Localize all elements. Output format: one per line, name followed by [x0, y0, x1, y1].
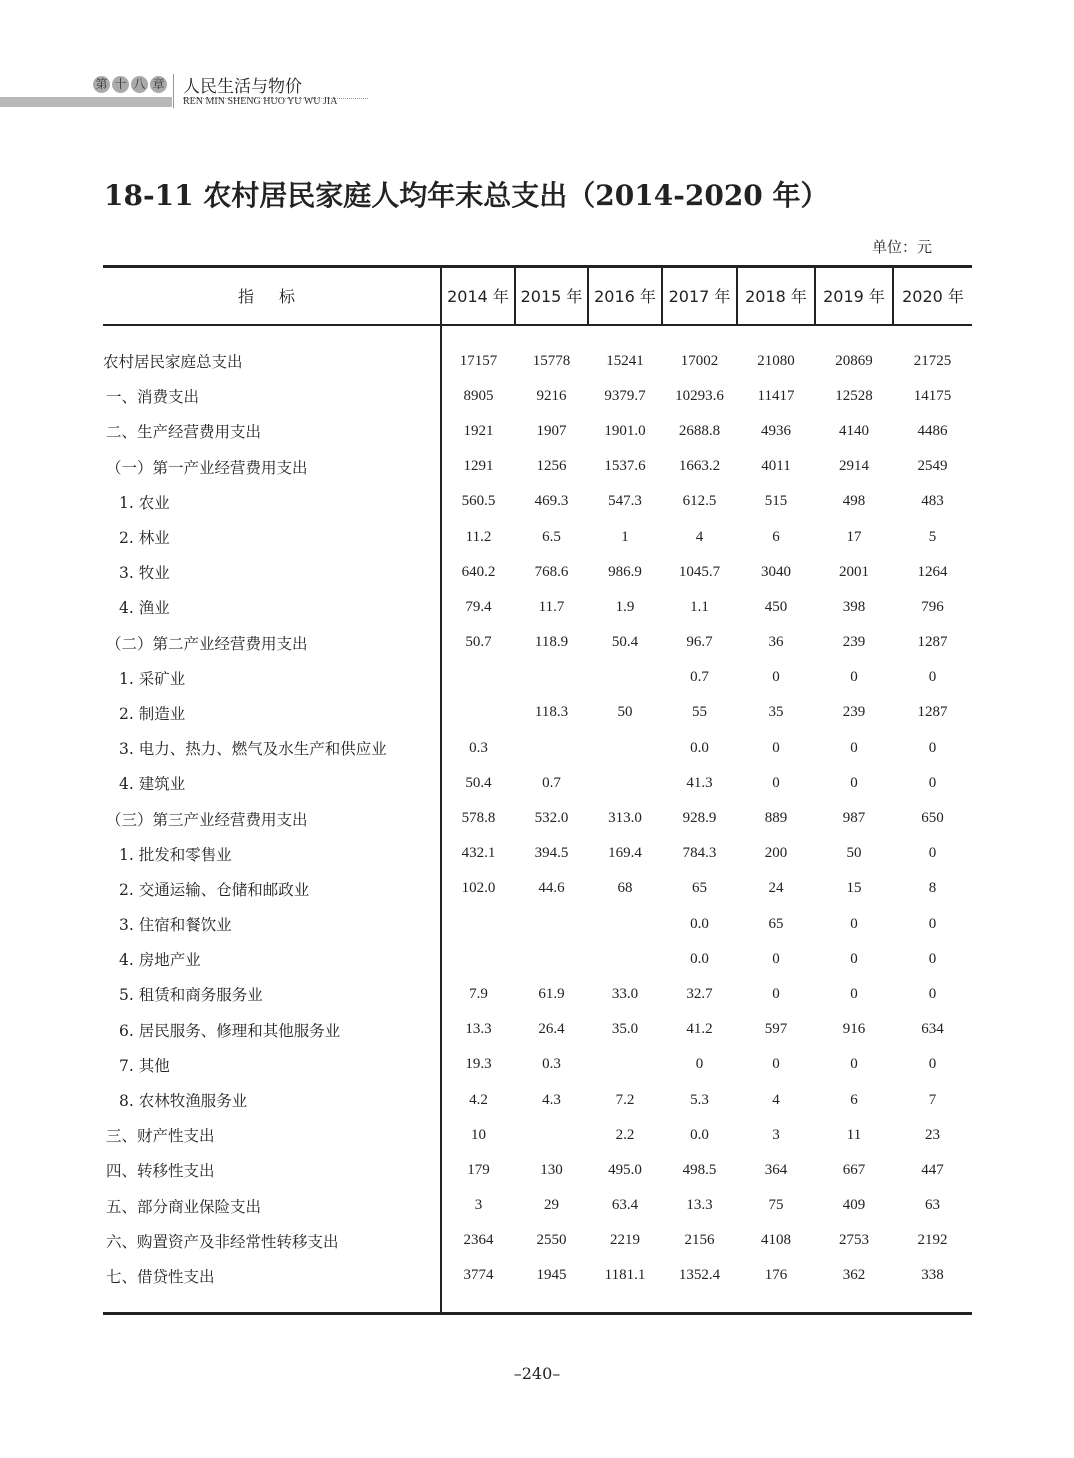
cell-value: 4 [772, 1091, 780, 1108]
cell-value: 118.3 [534, 704, 569, 721]
table-row [103, 1153, 972, 1188]
cell-value: 11.2 [441, 519, 515, 554]
cell-value: 1537.6 [604, 458, 646, 475]
table-row [103, 836, 972, 871]
cell-value: 15 [846, 880, 862, 897]
cell-value: 498.5 [682, 1161, 717, 1178]
row-label: 1. 批发和零售业 [119, 845, 232, 864]
cell-value: 0 [928, 1056, 937, 1073]
cell-value: 0.7 [542, 774, 561, 791]
row-label: 2. 林业 [119, 529, 170, 548]
table-row [103, 907, 972, 942]
cell-value [588, 1047, 662, 1082]
row-label: 二、生产经营费用支出 [106, 423, 262, 442]
cell-value: 65 [692, 880, 707, 897]
cell-value: 32.7 [686, 985, 713, 1002]
cell-value: 3 [441, 1188, 515, 1223]
cell-value: 612.5 [682, 493, 717, 510]
row-label: 4. 渔业 [119, 599, 170, 618]
cell-value: 50 [617, 704, 633, 721]
cell-value: 17 [846, 528, 862, 545]
row-label: 3. 电力、热力、燃气及水生产和供应业 [119, 740, 387, 759]
spacer-row [103, 325, 972, 344]
cell-value: 17157 [441, 344, 515, 379]
row-label: 四、转移性支出 [106, 1162, 215, 1181]
cell-value: 650 [921, 810, 944, 827]
cell-value: 409 [842, 1197, 866, 1214]
cell-value: 313.0 [608, 810, 642, 827]
cell-value: 11.7 [538, 598, 565, 615]
cell-value: 1045.7 [678, 563, 721, 580]
cell-value: 5 [928, 528, 937, 545]
row-label: 七、借贷性支出 [106, 1267, 215, 1286]
cell-value: 667 [842, 1161, 866, 1178]
cell-value: 0.3 [542, 1056, 561, 1073]
column-header-year: 2015 年 [515, 267, 588, 325]
cell-value: 0 [850, 774, 858, 791]
cell-value: 2550 [536, 1232, 567, 1249]
cell-value: 12528 [835, 387, 873, 404]
cell-value: 2001 [839, 563, 869, 580]
cell-value: 0 [928, 915, 937, 932]
cell-value: 0.0 [690, 915, 709, 932]
row-label: 4. 建筑业 [119, 775, 186, 794]
cell-value: 0 [850, 985, 858, 1002]
row-label: 6. 居民服务、修理和其他服务业 [119, 1021, 341, 1040]
chapter-char: 章 [150, 76, 167, 93]
cell-value: 1663.2 [678, 458, 721, 475]
cell-value: 2364 [441, 1223, 515, 1258]
cell-value: 634 [921, 1021, 944, 1038]
row-label: 1. 农业 [119, 493, 170, 512]
cell-value: 21080 [757, 352, 795, 369]
cell-value: 1287 [917, 634, 948, 651]
cell-value: 3040 [761, 563, 791, 580]
cell-value: 3774 [441, 1258, 515, 1293]
cell-value: 55 [692, 704, 707, 721]
cell-value: 79.4 [441, 590, 515, 625]
cell-value: 8905 [441, 379, 515, 414]
table-row [103, 484, 972, 519]
cell-value [515, 660, 588, 695]
cell-value: 1352.4 [678, 1267, 721, 1284]
column-header-year: 2018 年 [737, 267, 815, 325]
cell-value: 784.3 [682, 845, 717, 862]
data-table [103, 265, 972, 1315]
cell-value [588, 907, 662, 942]
cell-value: 10 [441, 1118, 515, 1153]
cell-value: 239 [842, 634, 866, 651]
cell-value: 7 [928, 1091, 937, 1108]
cell-value: 4486 [917, 422, 948, 439]
cell-value: 398 [842, 598, 866, 615]
cell-value: 50.4 [611, 634, 639, 651]
cell-value: 176 [764, 1267, 788, 1284]
cell-value: 0 [850, 1056, 858, 1073]
cell-value: 0 [928, 739, 937, 756]
cell-value: 29 [544, 1197, 559, 1214]
cell-value: 130 [540, 1161, 563, 1178]
header-divider [173, 74, 174, 108]
cell-value: 0.0 [690, 739, 709, 756]
page-number: –240– [513, 1364, 561, 1383]
row-label: 7. 其他 [119, 1056, 170, 1075]
cell-value: 532.0 [534, 810, 569, 827]
cell-value: 364 [764, 1161, 788, 1178]
column-header-indicator: 指 标 [237, 287, 306, 307]
table-row [103, 660, 972, 695]
row-label: 2. 制造业 [119, 704, 186, 723]
table-title: 18-11 农村居民家庭人均年末总支出（2014-2020 年） [104, 179, 829, 212]
table-row [103, 1223, 972, 1258]
cell-value: 1181.1 [604, 1267, 646, 1284]
cell-value: 495.0 [608, 1161, 642, 1178]
cell-value [588, 731, 662, 766]
cell-value [441, 942, 515, 977]
cell-value: 362 [842, 1267, 866, 1284]
row-label: 六、购置资产及非经常性转移支出 [106, 1232, 339, 1251]
row-label: （二）第二产业经营费用支出 [106, 634, 308, 653]
cell-value: 578.8 [441, 801, 515, 836]
table-row [103, 519, 972, 554]
cell-value: 41.2 [686, 1021, 713, 1038]
column-header-year: 2014 年 [441, 267, 515, 325]
cell-value: 0 [850, 669, 858, 686]
cell-value: 597 [764, 1021, 788, 1038]
cell-value: 5.3 [690, 1091, 709, 1108]
cell-value: 15241 [606, 352, 644, 369]
unit-label: 单位：元 [872, 238, 933, 256]
cell-value: 50 [846, 845, 862, 862]
cell-value: 1.9 [615, 598, 635, 615]
table-row [103, 871, 972, 906]
cell-value: 35 [768, 704, 784, 721]
cell-value: 15778 [532, 352, 571, 369]
cell-value: 33.0 [611, 985, 639, 1002]
table-row [103, 942, 972, 977]
cell-value [515, 1118, 588, 1153]
cell-value: 4 [695, 528, 704, 545]
cell-value: 4936 [761, 422, 791, 439]
cell-value: 987 [842, 810, 866, 827]
cell-value: 1945 [536, 1267, 567, 1284]
cell-value: 338 [921, 1267, 944, 1284]
row-label: 农村居民家庭总支出 [103, 353, 243, 372]
cell-value: 63.4 [611, 1197, 639, 1214]
table-header-row [103, 267, 972, 325]
chapter-char: 八 [131, 76, 148, 93]
cell-value: 1291 [441, 449, 515, 484]
cell-value: 1907 [536, 422, 567, 439]
cell-value: 2.2 [615, 1126, 635, 1143]
column-header-year: 2020 年 [893, 267, 972, 325]
cell-value: 11 [846, 1126, 862, 1143]
table-row [103, 590, 972, 625]
cell-value: 0 [928, 669, 937, 686]
cell-value: 2688.8 [678, 422, 721, 439]
cell-value: 65 [768, 915, 784, 932]
cell-value [441, 907, 515, 942]
cell-value: 796 [921, 598, 944, 615]
cell-value: 4011 [761, 458, 791, 475]
table-row [103, 977, 972, 1012]
cell-value: 0 [850, 739, 858, 756]
cell-value: 2549 [917, 458, 948, 475]
cell-value: 0 [772, 774, 780, 791]
table-row [103, 344, 972, 379]
row-label: 5. 租赁和商务服务业 [119, 986, 263, 1005]
table-row [103, 1047, 972, 1082]
cell-value: 4140 [839, 422, 869, 439]
cell-value: 4108 [761, 1232, 791, 1249]
chapter-pinyin: REN MIN SHENG HUO YU WU JIA [183, 96, 338, 107]
cell-value: 928.9 [682, 810, 717, 827]
cell-value: 2219 [610, 1232, 640, 1249]
cell-value: 9216 [536, 387, 567, 404]
cell-value: 68 [617, 880, 633, 897]
cell-value: 0 [850, 950, 858, 967]
cell-value: 0.0 [690, 1126, 709, 1143]
cell-value: 0.7 [690, 669, 709, 686]
cell-value: 9379.7 [604, 387, 646, 404]
cell-value: 6 [850, 1091, 858, 1108]
cell-value: 560.5 [441, 484, 515, 519]
cell-value: 179 [441, 1153, 515, 1188]
cell-value: 3 [772, 1126, 780, 1143]
cell-value: 1287 [917, 704, 948, 721]
cell-value: 11417 [757, 387, 795, 404]
cell-value [588, 660, 662, 695]
cell-value: 7.2 [615, 1091, 635, 1108]
row-label: （三）第三产业经营费用支出 [106, 810, 308, 829]
cell-value [441, 695, 515, 730]
cell-value: 26.4 [538, 1021, 565, 1038]
column-header-year: 2016 年 [588, 267, 662, 325]
cell-value: 96.7 [686, 634, 713, 651]
cell-value: 515 [764, 493, 788, 510]
column-header-year: 2017 年 [662, 267, 737, 325]
cell-value: 21725 [913, 352, 952, 369]
table-row [103, 555, 972, 590]
table-row [103, 1258, 972, 1293]
cell-value: 447 [921, 1161, 944, 1178]
cell-value: 432.1 [441, 836, 515, 871]
cell-value: 4.2 [441, 1082, 515, 1117]
cell-value: 2192 [917, 1232, 948, 1249]
cell-value: 75 [768, 1197, 784, 1214]
cell-value: 0 [928, 950, 937, 967]
cell-value: 13.3 [686, 1197, 713, 1214]
cell-value: 41.3 [686, 774, 713, 791]
row-label: 4. 房地产业 [119, 951, 201, 970]
cell-value: 450 [764, 598, 788, 615]
cell-value: 394.5 [534, 845, 569, 862]
cell-value: 2914 [839, 458, 869, 475]
cell-value: 169.4 [608, 845, 642, 862]
cell-value: 14175 [913, 387, 952, 404]
table-row [103, 1082, 972, 1117]
table-row [103, 1188, 972, 1223]
cell-value: 1256 [536, 458, 567, 475]
cell-value: 10293.6 [675, 387, 724, 404]
table-row [103, 379, 972, 414]
cell-value [441, 660, 515, 695]
cell-value: 0.0 [690, 950, 709, 967]
cell-value: 0 [928, 774, 937, 791]
row-label: 3. 牧业 [119, 564, 170, 583]
cell-value [515, 942, 588, 977]
cell-value: 7.9 [441, 977, 515, 1012]
cell-value: 102.0 [441, 871, 515, 906]
chapter-char: 十 [112, 76, 129, 93]
cell-value: 24 [768, 880, 784, 897]
cell-value: 986.9 [608, 563, 642, 580]
cell-value: 200 [764, 845, 788, 862]
cell-value: 0 [928, 845, 937, 862]
row-label: 2. 交通运输、仓储和邮政业 [119, 880, 310, 899]
cell-value: 6 [772, 528, 780, 545]
row-label: 8. 农林牧渔服务业 [119, 1092, 248, 1111]
cell-value: 61.9 [538, 985, 565, 1002]
row-label: （一）第一产业经营费用支出 [106, 458, 308, 477]
cell-value: 118.9 [534, 634, 569, 651]
cell-value: 0 [850, 915, 858, 932]
cell-value: 469.3 [534, 493, 569, 510]
table-row [103, 731, 972, 766]
chapter-badge [93, 76, 167, 93]
column-header-year: 2019 年 [815, 267, 893, 325]
cell-value: 2753 [839, 1232, 869, 1249]
cell-value: 0.3 [441, 731, 515, 766]
cell-value: 0 [695, 1056, 704, 1073]
cell-value: 23 [925, 1126, 940, 1143]
cell-value: 0 [772, 669, 780, 686]
row-label: 3. 住宿和餐饮业 [119, 916, 232, 935]
row-label: 三、财产性支出 [106, 1127, 215, 1146]
row-label: 一、消费支出 [106, 388, 200, 407]
cell-value: 0 [772, 985, 780, 1002]
cell-value: 20869 [835, 352, 873, 369]
cell-value: 17002 [680, 352, 719, 369]
cell-value: 6.5 [542, 528, 561, 545]
chapter-char: 第 [93, 76, 110, 93]
row-label: 1. 采矿业 [119, 669, 186, 688]
cell-value: 36 [768, 634, 784, 651]
cell-value: 0 [772, 739, 780, 756]
cell-value: 44.6 [538, 880, 565, 897]
cell-value: 1901.0 [604, 422, 646, 439]
table-row [103, 449, 972, 484]
cell-value [588, 942, 662, 977]
spacer-row [103, 1294, 972, 1314]
cell-value: 547.3 [608, 493, 642, 510]
cell-value: 1 [621, 528, 629, 545]
cell-value: 916 [842, 1021, 866, 1038]
cell-value [588, 766, 662, 801]
table-row [103, 801, 972, 836]
cell-value: 0 [772, 950, 780, 967]
cell-value: 50.7 [441, 625, 515, 660]
cell-value: 498 [842, 493, 866, 510]
cell-value: 1921 [441, 414, 515, 449]
cell-value [515, 731, 588, 766]
cell-value: 239 [842, 704, 866, 721]
cell-value: 768.6 [534, 563, 569, 580]
table-row [103, 414, 972, 449]
cell-value: 13.3 [441, 1012, 515, 1047]
cell-value: 50.4 [441, 766, 515, 801]
cell-value: 0 [928, 985, 937, 1002]
cell-value: 35.0 [611, 1021, 639, 1038]
table-row [103, 625, 972, 660]
chapter-title: 人民生活与物价 [183, 72, 368, 99]
cell-value: 1264 [917, 563, 948, 580]
row-label: 五、部分商业保险支出 [106, 1197, 262, 1216]
cell-value: 4.3 [542, 1091, 561, 1108]
cell-value: 8 [928, 880, 937, 897]
cell-value: 0 [772, 1056, 780, 1073]
cell-value: 483 [921, 493, 944, 510]
cell-value: 19.3 [441, 1047, 515, 1082]
cell-value [515, 907, 588, 942]
cell-value: 1.1 [690, 598, 709, 615]
table-row [103, 695, 972, 730]
header-bar [0, 97, 172, 107]
table-row [103, 1118, 972, 1153]
cell-value: 640.2 [441, 555, 515, 590]
cell-value: 63 [925, 1197, 940, 1214]
cell-value: 2156 [684, 1232, 715, 1249]
table-row [103, 766, 972, 801]
table-row [103, 1012, 972, 1047]
cell-value: 889 [764, 810, 788, 827]
